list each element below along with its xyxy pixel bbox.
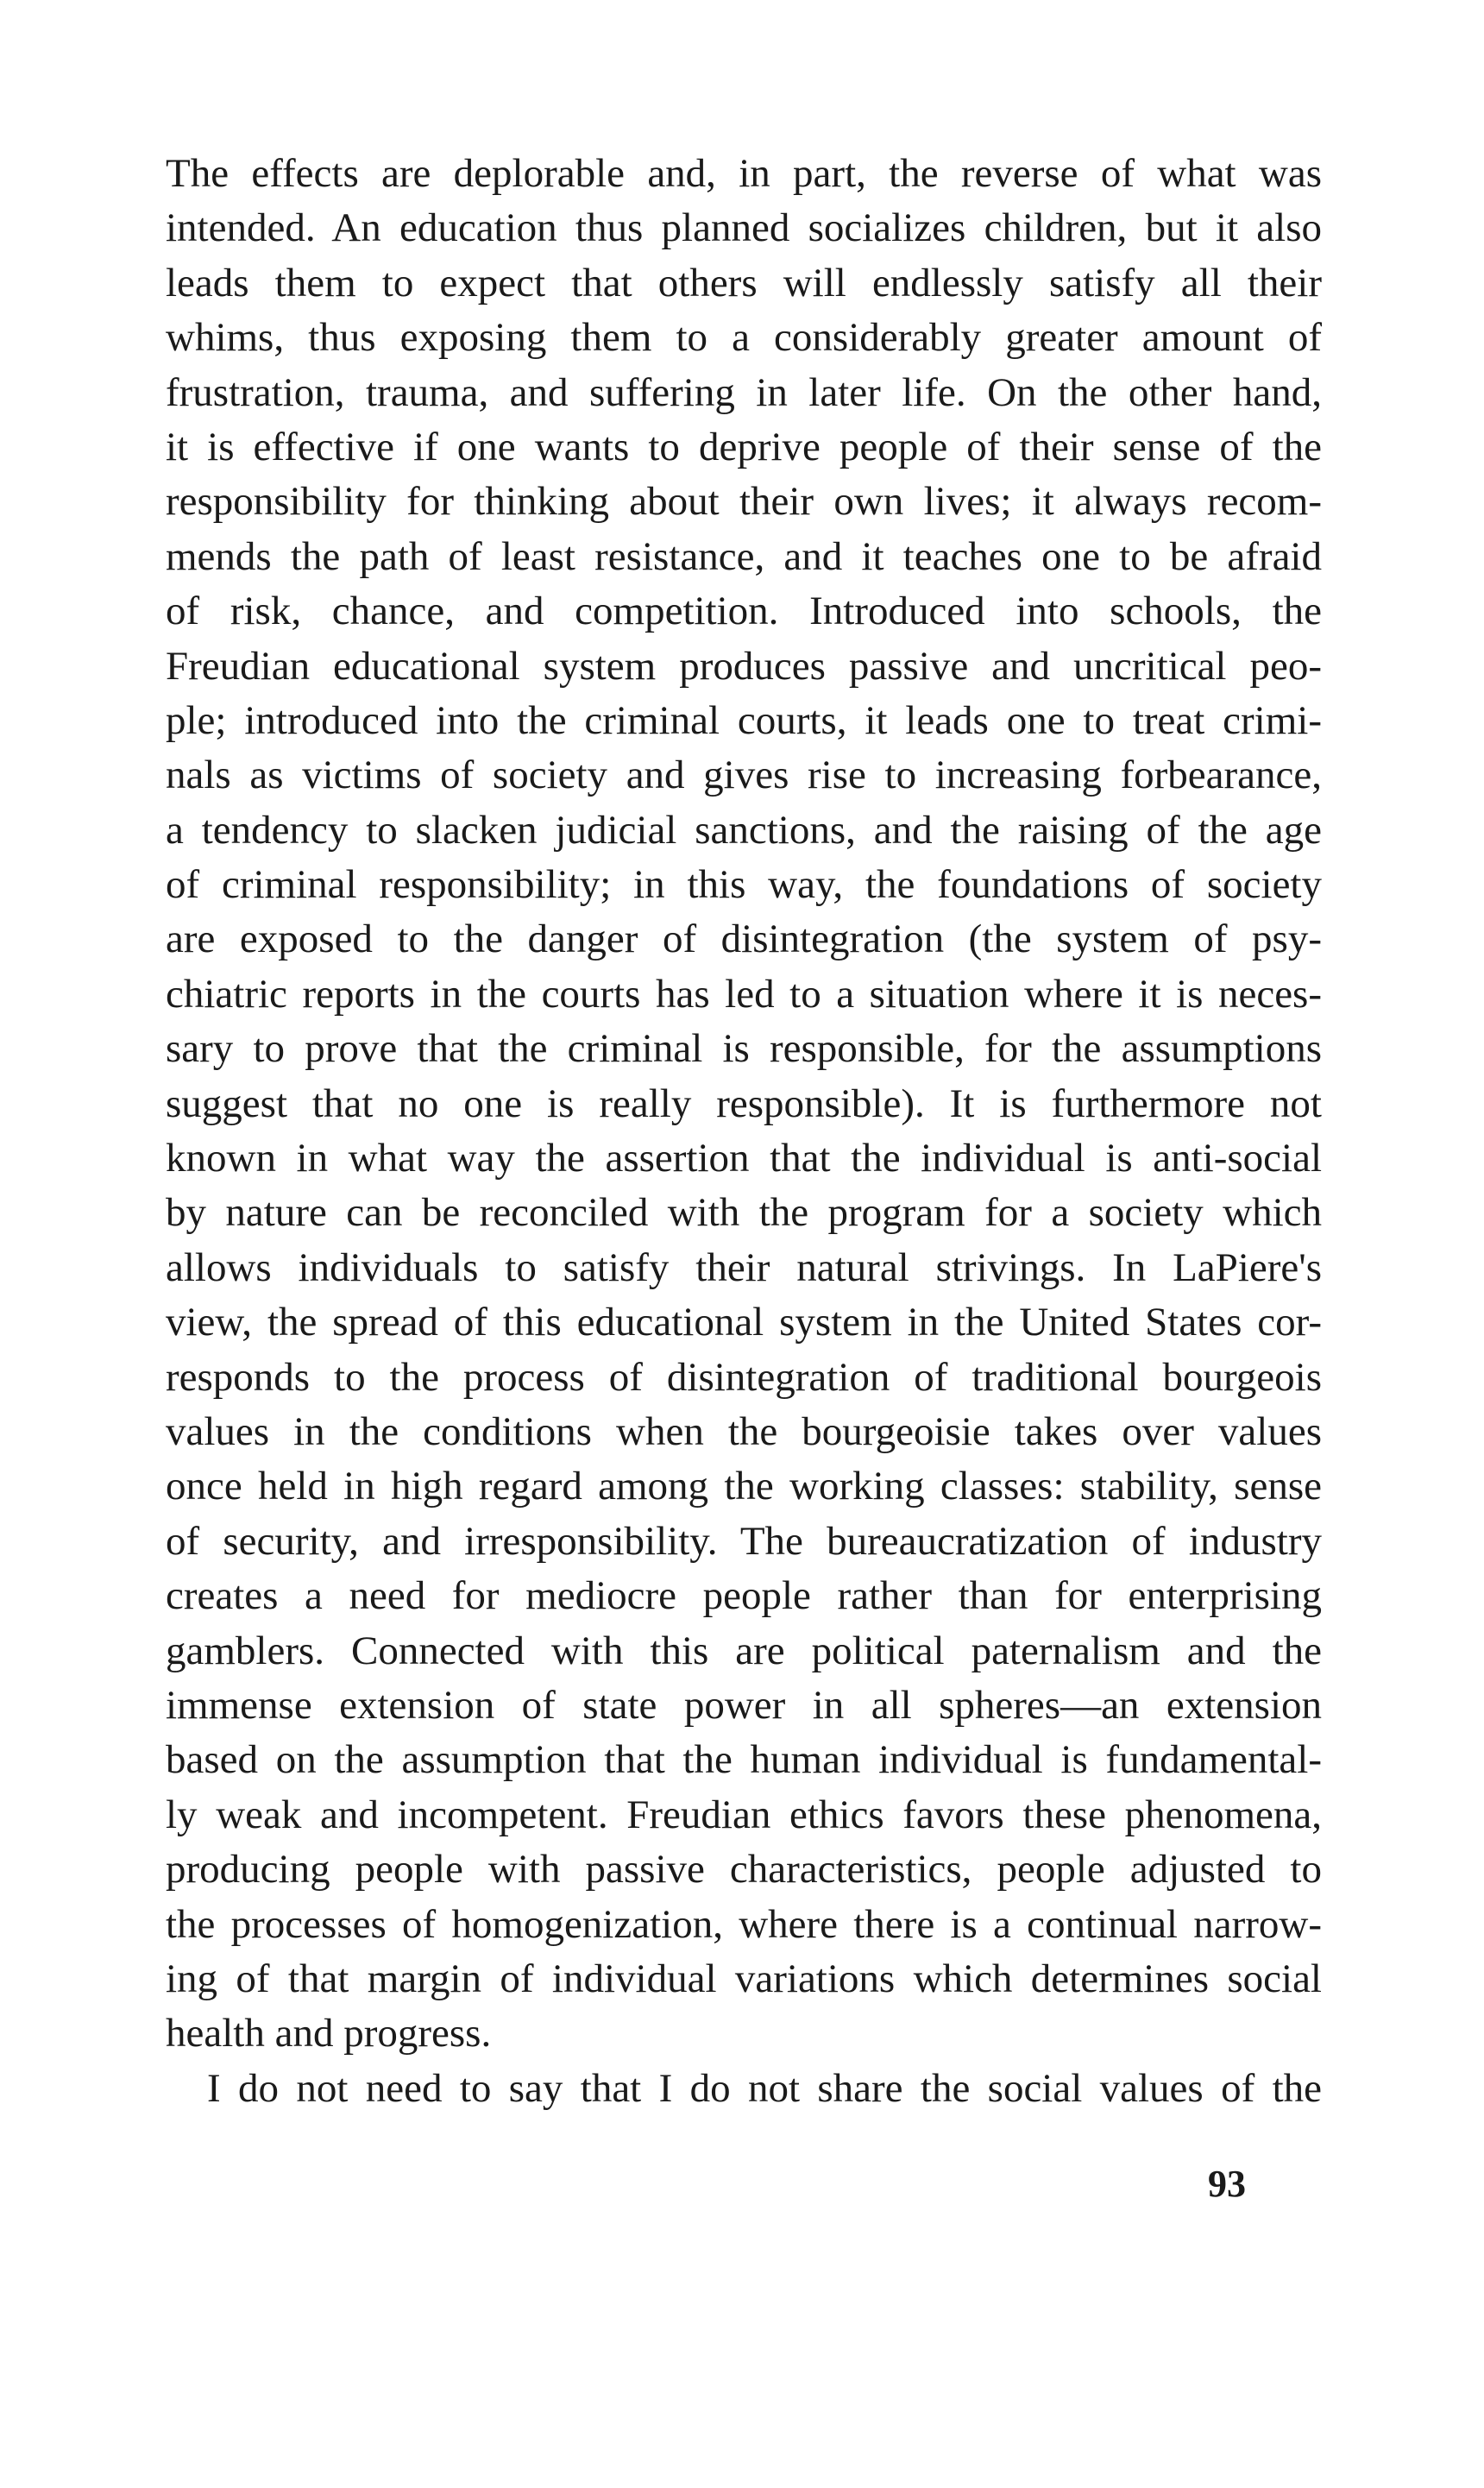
text-line: health and progress.: [166, 2011, 492, 2057]
text-line: a tendency to slacken judicial sanctions, and the raising of the age: [166, 807, 1322, 853]
text-line: I do not need to say that I do not share the social values of the: [207, 2065, 1322, 2111]
text-line: of security, and irresponsibility. The bureaucratization of industry: [166, 1518, 1322, 1564]
text-line: gamblers. Connected with this are political paternalism and the: [166, 1628, 1322, 1673]
text-line: values in the conditions when the bourgeoisie takes over values: [166, 1408, 1322, 1454]
text-line: ing of that margin of individual variations which determines social: [166, 1956, 1322, 2001]
text-line: frustration, trauma, and suffering in later life. On the other hand,: [166, 369, 1322, 415]
text-line: The effects are deplorable and, in part, the reverse of what was: [166, 151, 1322, 196]
text-line: ly weak and incompetent. Freudian ethics favors these phenomena,: [166, 1792, 1322, 1837]
text-line: view, the spread of this educational system in the United States cor-: [166, 1300, 1322, 1345]
text-line: leads them to expect that others will endlessly satisfy all their: [166, 260, 1322, 305]
text-line: sary to prove that the criminal is responsible, for the assumptions: [166, 1026, 1322, 1072]
text-line: producing people with passive characteristics, people adjusted to: [166, 1847, 1322, 1893]
page-number: 93: [1208, 2163, 1246, 2205]
text-line: mends the path of least resistance, and it teaches one to be afraid: [166, 533, 1322, 579]
text-line: immense extension of state power in all spheres—an extension: [166, 1682, 1322, 1728]
text-line: chiatric reports in the courts has led to a situation where it is neces-: [166, 971, 1322, 1017]
text-line: of risk, chance, and competition. Introduced into schools, the: [166, 589, 1322, 634]
text-line: nals as victims of society and gives rise to increasing forbearance,: [166, 753, 1322, 798]
text-line: whims, thus exposing them to a considerably greater amount of: [166, 315, 1322, 361]
text-line: are exposed to the danger of disintegration (the system of psy-: [166, 916, 1322, 962]
text-line: the processes of homogenization, where there is a continual narrow-: [166, 1901, 1322, 1947]
text-line: responds to the process of disintegration of traditional bourgeois: [166, 1354, 1322, 1400]
text-line: once held in high regard among the working classes: stability, sense: [166, 1464, 1322, 1509]
body-text: [166, 147, 1322, 2116]
text-line: intended. An education thus planned socializes children, but it also: [166, 205, 1322, 251]
text-line: based on the assumption that the human individual is fundamental-: [166, 1737, 1322, 1783]
text-line: Freudian educational system produces passive and uncritical peo-: [166, 643, 1322, 689]
text-line: responsibility for thinking about their own lives; it always recom-: [166, 479, 1322, 525]
text-line: creates a need for mediocre people rather than for enterprising: [166, 1573, 1322, 1619]
text-line: known in what way the assertion that the individual is anti-social: [166, 1136, 1322, 1181]
text-line: by nature can be reconciled with the program for a society which: [166, 1190, 1322, 1236]
text-line: allows individuals to satisfy their natural strivings. In LaPiere's: [166, 1244, 1322, 1290]
text-line: ple; introduced into the criminal courts, it leads one to treat crimi-: [166, 697, 1322, 743]
paragraph-1: [166, 147, 1322, 2062]
paragraph-2: [166, 2062, 1322, 2116]
text-line: it is effective if one wants to deprive people of their sense of the: [166, 424, 1322, 469]
text-line: suggest that no one is really responsible). It is furthermore not: [166, 1080, 1322, 1126]
text-line: of criminal responsibility; in this way, the foundations of society: [166, 862, 1322, 908]
